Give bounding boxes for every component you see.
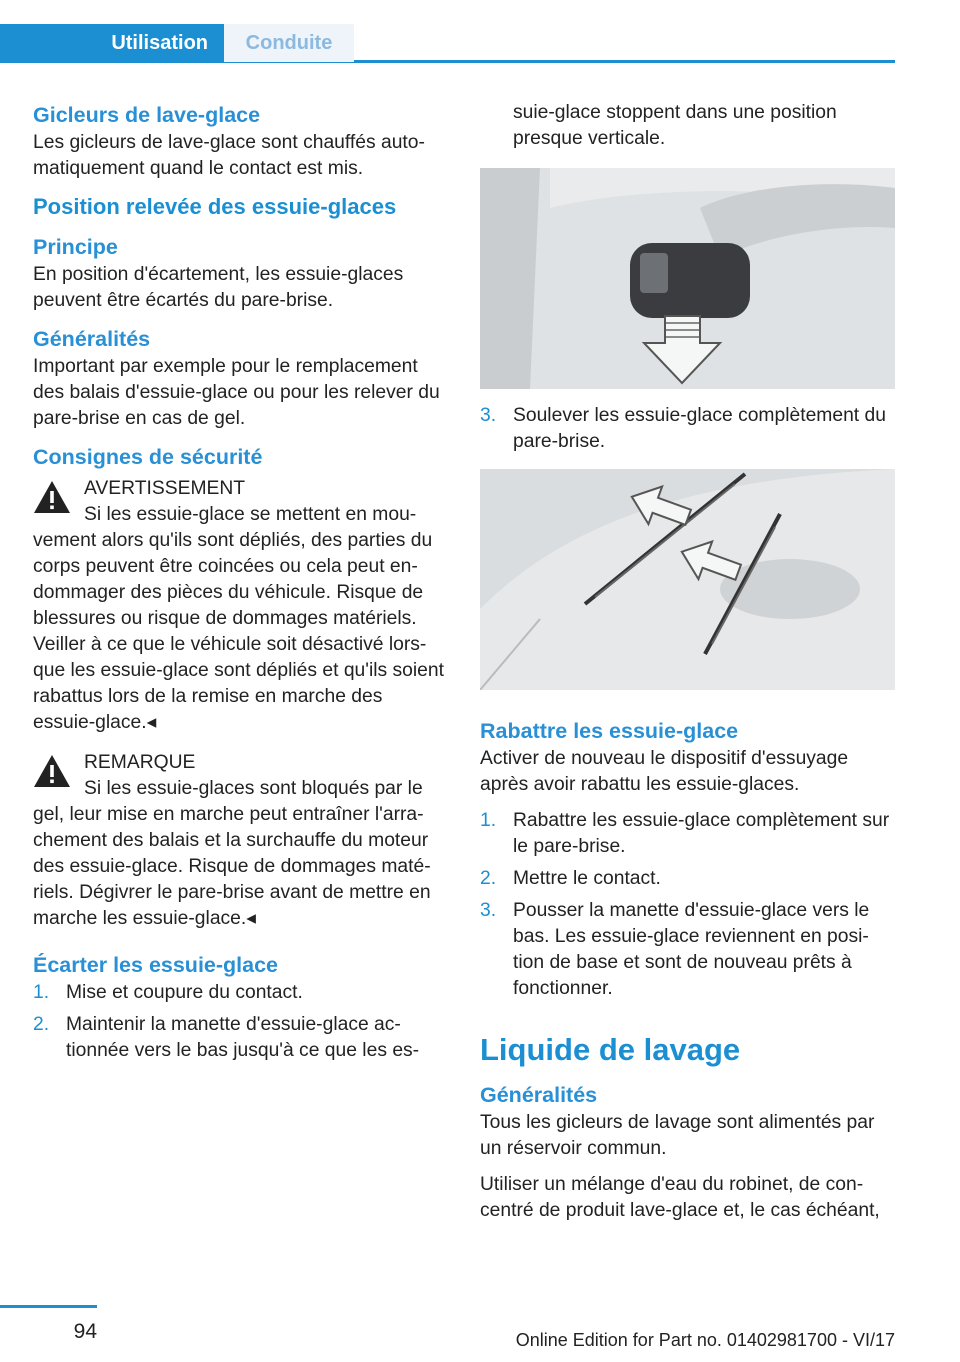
steps-ecarter: [33, 980, 449, 1064]
para-rabattre: Activer de nouveau le dispositif d'essuyage après avoir rabattu les essuie-glaces.: [480, 748, 849, 795]
warning-triangle-icon: [33, 754, 71, 788]
para-principe: En position d'écartement, les essuie-glaces peuvent être écartés du pare-brise.: [33, 264, 404, 311]
tab-conduite[interactable]: Conduite: [224, 24, 354, 62]
list-item: [480, 866, 896, 892]
steps-soulever: [480, 403, 896, 455]
edition-footer: Online Edition for Part no. 01402981700 - VI/17: [515, 1330, 895, 1350]
para-generalites: Important par exemple pour le remplacement des balais d'essuie-glace ou pour les relever du pare-brise en cas de gel.: [33, 356, 440, 429]
heading-ecarter: Écarter les essuie-glace: [33, 953, 279, 977]
note-block: [33, 750, 449, 932]
step-text: Soulever les essuie-glace complètement du pare-brise.: [513, 405, 886, 452]
step-number: 2.: [480, 868, 497, 889]
heading-principe: Principe: [33, 235, 118, 259]
warning-block: [33, 476, 449, 736]
left-column: [33, 100, 449, 1070]
list-item: [480, 808, 896, 860]
heading-generalites: Généralités: [33, 327, 151, 351]
note-text: Si les essuie-glaces sont bloqués par le gel, leur mise en marche peut entraîner l'arra-chement des balais et la surchauffe du moteur des essuie-glace. Risque de dommages maté-riels. Dégivrer le pare-brise avant de mettre en marche les essuie-glace.◂: [33, 778, 431, 929]
heading-generalites-liquide: Généralités: [480, 1083, 598, 1107]
chapter-tabs: [0, 24, 895, 62]
warning-text: Si les essuie-glace se mettent en mou-vement alors qu'ils sont dépliés, des parties du corps peuvent être coincées ou cela peut en-dommager des pièces du véhicule. Risque de blessures ou risque de dommages matériels. Veiller à ce que le véhicule soit désactivé lors-que les essuie-glace sont dépliés et qu'ils soient rabattus lors de la remise en marche des essuie-glace.◂: [33, 504, 444, 733]
heading-rabattre: Rabattre les essuie-glace: [480, 719, 739, 743]
step-text: Mise et coupure du contact.: [66, 982, 303, 1003]
list-item: [480, 898, 896, 1002]
step-number: 2.: [33, 1014, 50, 1035]
step-text: Rabattre les essuie-glace complètement sur le pare-brise.: [513, 810, 890, 857]
heading-liquide-lavage: Liquide de lavage: [480, 1032, 741, 1067]
para-gicleurs: Les gicleurs de lave-glace sont chauffés auto-matiquement quand le contact est mis.: [33, 132, 425, 179]
list-item: [480, 403, 896, 455]
heading-position-relevee: Position relevée des essuie-glaces: [33, 194, 397, 219]
step-number: 3.: [480, 405, 497, 426]
page-number: 94: [73, 1320, 97, 1343]
warning-triangle-icon: [33, 480, 71, 514]
steps-rabattre: [480, 808, 896, 1002]
page-number-rule: [0, 1305, 97, 1308]
heading-consignes: Consignes de sécurité: [33, 445, 263, 469]
warning-title: AVERTISSEMENT: [84, 478, 246, 499]
windshield-wipers-illustration: [480, 469, 895, 690]
step-number: 3.: [480, 900, 497, 921]
list-item: [33, 1012, 449, 1064]
wiper-lever-illustration: [480, 168, 895, 389]
step-text: Pousser la manette d'essuie-glace vers le bas. Les essuie-glace reviennent en posi-tion de base et sont de nouveau prêts à fonctionner.: [513, 900, 870, 999]
heading-gicleurs: Gicleurs de lave-glace: [33, 103, 261, 127]
list-item: [33, 980, 449, 1006]
step-number: 1.: [33, 982, 50, 1003]
continued-text: suie-glace stoppent dans une position presque verticale.: [513, 102, 837, 149]
note-title: REMARQUE: [84, 752, 196, 773]
step-number: 1.: [480, 810, 497, 831]
para-liquide-2: Utiliser un mélange d'eau du robinet, de con-centré de produit lave-glace et, le cas échéant,: [480, 1174, 880, 1221]
right-column: [480, 100, 896, 1234]
para-liquide-1: Tous les gicleurs de lavage sont alimentés par un réservoir commun.: [480, 1112, 875, 1159]
step-text: Mettre le contact.: [513, 868, 661, 889]
tab-utilisation[interactable]: Utilisation: [0, 24, 224, 62]
step-text: Maintenir la manette d'essuie-glace ac-tionnée vers le bas jusqu'à ce que les es-: [66, 1014, 420, 1061]
